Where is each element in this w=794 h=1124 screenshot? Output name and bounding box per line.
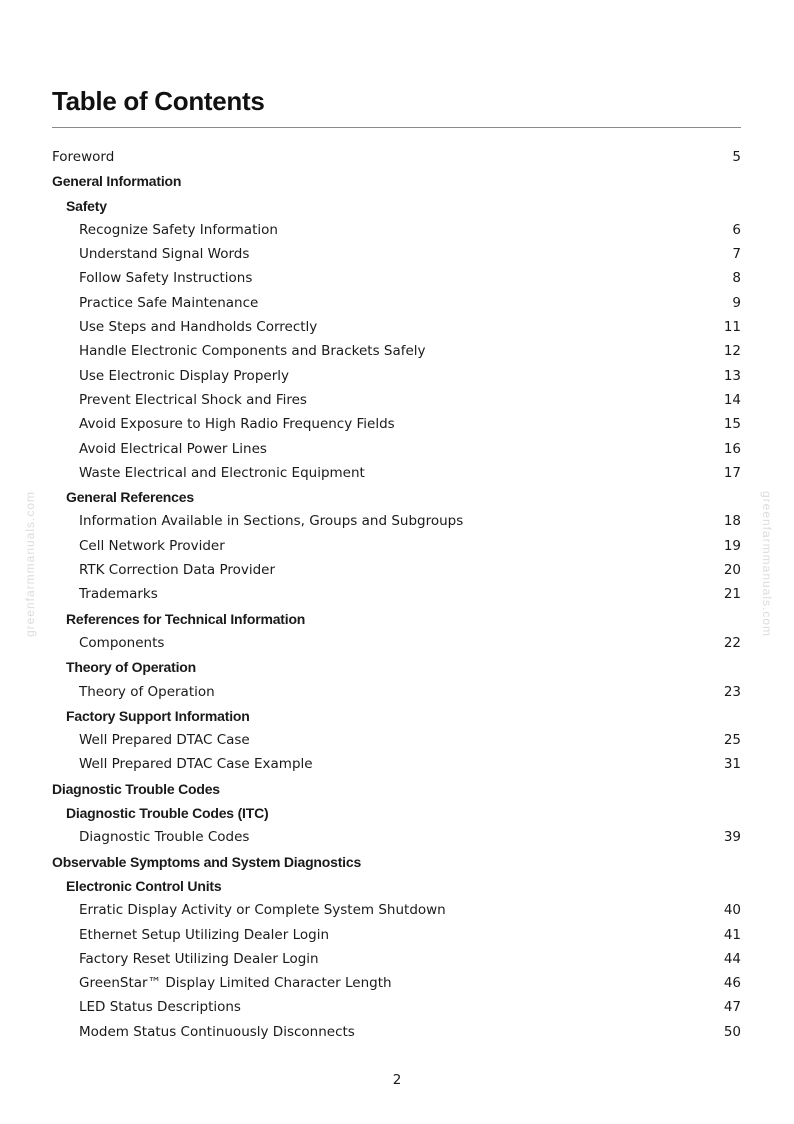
toc-entry[interactable]	[52, 680, 741, 704]
toc-entry-label: Foreword	[52, 149, 115, 165]
toc-entry-label: General Information	[52, 173, 182, 190]
toc-entry[interactable]	[52, 923, 741, 947]
toc-entry-label: Electronic Control Units	[66, 877, 222, 894]
toc-entry-page: 14	[723, 391, 741, 408]
toc-entry[interactable]	[52, 1020, 741, 1044]
toc-heading	[52, 850, 741, 874]
toc-entry-label: Avoid Electrical Power Lines	[79, 440, 267, 457]
toc-entry[interactable]	[52, 218, 741, 242]
toc-entry-page: 40	[723, 902, 741, 919]
toc-entry-label: Factory Support Information	[66, 707, 250, 724]
toc-heading	[52, 704, 741, 728]
toc-entry[interactable]	[52, 509, 741, 533]
toc-entry[interactable]	[52, 971, 741, 995]
toc-entry[interactable]	[52, 266, 741, 290]
toc-entry-page: 25	[723, 732, 741, 749]
toc-entry-page: 39	[723, 829, 741, 846]
toc-entry[interactable]	[52, 728, 741, 752]
toc-entry-page: 9	[732, 294, 741, 311]
toc-entry-page: 19	[723, 537, 741, 554]
toc-entry-label: Use Steps and Handholds Correctly	[79, 319, 318, 336]
toc-entry-page: 17	[723, 464, 741, 481]
toc-entry-label: RTK Correction Data Provider	[79, 562, 276, 579]
toc-entry-label: Components	[79, 634, 165, 651]
toc-entry-label: Understand Signal Words	[79, 246, 250, 263]
toc-entry[interactable]	[52, 364, 741, 388]
toc-heading	[52, 485, 741, 509]
toc-entry-page: 16	[723, 440, 741, 457]
toc-entry[interactable]	[52, 339, 741, 363]
toc-entry[interactable]	[52, 995, 741, 1019]
watermark-left: greenfarmmanuals.com	[23, 490, 37, 638]
toc-entry[interactable]	[52, 145, 741, 169]
toc-entry-page: 18	[723, 513, 741, 530]
toc-entry[interactable]	[52, 315, 741, 339]
toc-entry-page: 23	[723, 683, 741, 700]
toc-entry-page: 12	[723, 343, 741, 360]
toc-entry-label: Observable Symptoms and System Diagnostics	[52, 853, 362, 870]
toc-entry-label: Ethernet Setup Utilizing Dealer Login	[79, 926, 330, 943]
toc-entry-label: Information Available in Sections, Groups and Subgroups	[79, 513, 464, 530]
toc-entry-page: 8	[732, 270, 741, 287]
toc-entry[interactable]	[52, 412, 741, 436]
toc-entry-label: Well Prepared DTAC Case	[79, 732, 250, 749]
toc-entry-label: Factory Reset Utilizing Dealer Login	[79, 950, 319, 967]
toc-entry-label: References for Technical Information	[66, 610, 306, 627]
toc-heading	[52, 194, 741, 218]
toc-entry-label: Follow Safety Instructions	[79, 270, 253, 287]
toc-entry[interactable]	[52, 534, 741, 558]
toc-entry[interactable]	[52, 898, 741, 922]
toc-entry-label: GreenStar™ Display Limited Character Length	[79, 975, 392, 992]
toc-entry-page: 11	[723, 319, 741, 336]
toc-entry-page: 50	[723, 1023, 741, 1040]
toc-entry-label: Modem Status Continuously Disconnects	[79, 1023, 355, 1040]
toc-entry-label: Prevent Electrical Shock and Fires	[79, 391, 307, 408]
toc-entry-label: Theory of Operation	[66, 659, 196, 676]
toc-entry-page: 31	[723, 756, 741, 773]
toc-heading	[52, 801, 741, 825]
toc-entry-page: 7	[732, 246, 741, 263]
toc-entry-label: Waste Electrical and Electronic Equipment	[79, 464, 365, 481]
toc-entry-label: General References	[66, 489, 194, 506]
toc-entry-label: Diagnostic Trouble Codes (ITC)	[66, 805, 269, 822]
toc-entry-page: 13	[723, 367, 741, 384]
toc-entry-label: Avoid Exposure to High Radio Frequency Fields	[79, 416, 395, 433]
toc-entry-label: Cell Network Provider	[79, 537, 225, 554]
toc-entry-label: Handle Electronic Components and Brackets Safely	[79, 343, 426, 360]
title-divider	[52, 127, 741, 128]
page-number: 2	[392, 1072, 402, 1088]
toc-entry[interactable]	[52, 752, 741, 776]
toc-entry-page: 44	[723, 950, 741, 967]
toc-heading	[52, 874, 741, 898]
toc-entry[interactable]	[52, 291, 741, 315]
toc-entry[interactable]	[52, 582, 741, 606]
toc-entry-page: 20	[723, 562, 741, 579]
toc-entry-page: 5	[732, 149, 741, 165]
toc-list	[52, 145, 741, 1044]
toc-entry-label: Theory of Operation	[79, 683, 215, 700]
toc-entry[interactable]	[52, 461, 741, 485]
toc-entry-label: LED Status Descriptions	[79, 999, 241, 1016]
toc-entry-label: Practice Safe Maintenance	[79, 294, 259, 311]
toc-heading	[52, 777, 741, 801]
toc-entry-page: 6	[732, 221, 741, 238]
toc-entry-page: 47	[723, 999, 741, 1016]
toc-entry[interactable]	[52, 825, 741, 849]
toc-entry[interactable]	[52, 242, 741, 266]
toc-entry-page: 46	[723, 975, 741, 992]
toc-entry-label: Well Prepared DTAC Case Example	[79, 756, 313, 773]
toc-heading	[52, 607, 741, 631]
toc-entry-label: Erratic Display Activity or Complete System Shutdown	[79, 902, 446, 919]
toc-entry-label: Use Electronic Display Properly	[79, 367, 289, 384]
toc-heading	[52, 169, 741, 193]
toc-entry-page: 22	[723, 634, 741, 651]
toc-entry-page: 15	[723, 416, 741, 433]
toc-entry-label: Diagnostic Trouble Codes	[52, 780, 220, 797]
page-title: Table of Contents	[52, 86, 265, 116]
toc-entry[interactable]	[52, 947, 741, 971]
toc-entry-label: Diagnostic Trouble Codes	[79, 829, 250, 846]
toc-entry[interactable]	[52, 388, 741, 412]
toc-entry-label: Safety	[66, 197, 107, 214]
watermark-right: greenfarmmanuals.com	[760, 490, 774, 638]
toc-entry[interactable]	[52, 437, 741, 461]
toc-entry[interactable]	[52, 558, 741, 582]
toc-heading	[52, 655, 741, 679]
toc-entry-label: Recognize Safety Information	[79, 221, 278, 238]
toc-entry[interactable]	[52, 631, 741, 655]
toc-entry-label: Trademarks	[79, 586, 158, 603]
toc-entry-page: 21	[723, 586, 741, 603]
toc-entry-page: 41	[723, 926, 741, 943]
